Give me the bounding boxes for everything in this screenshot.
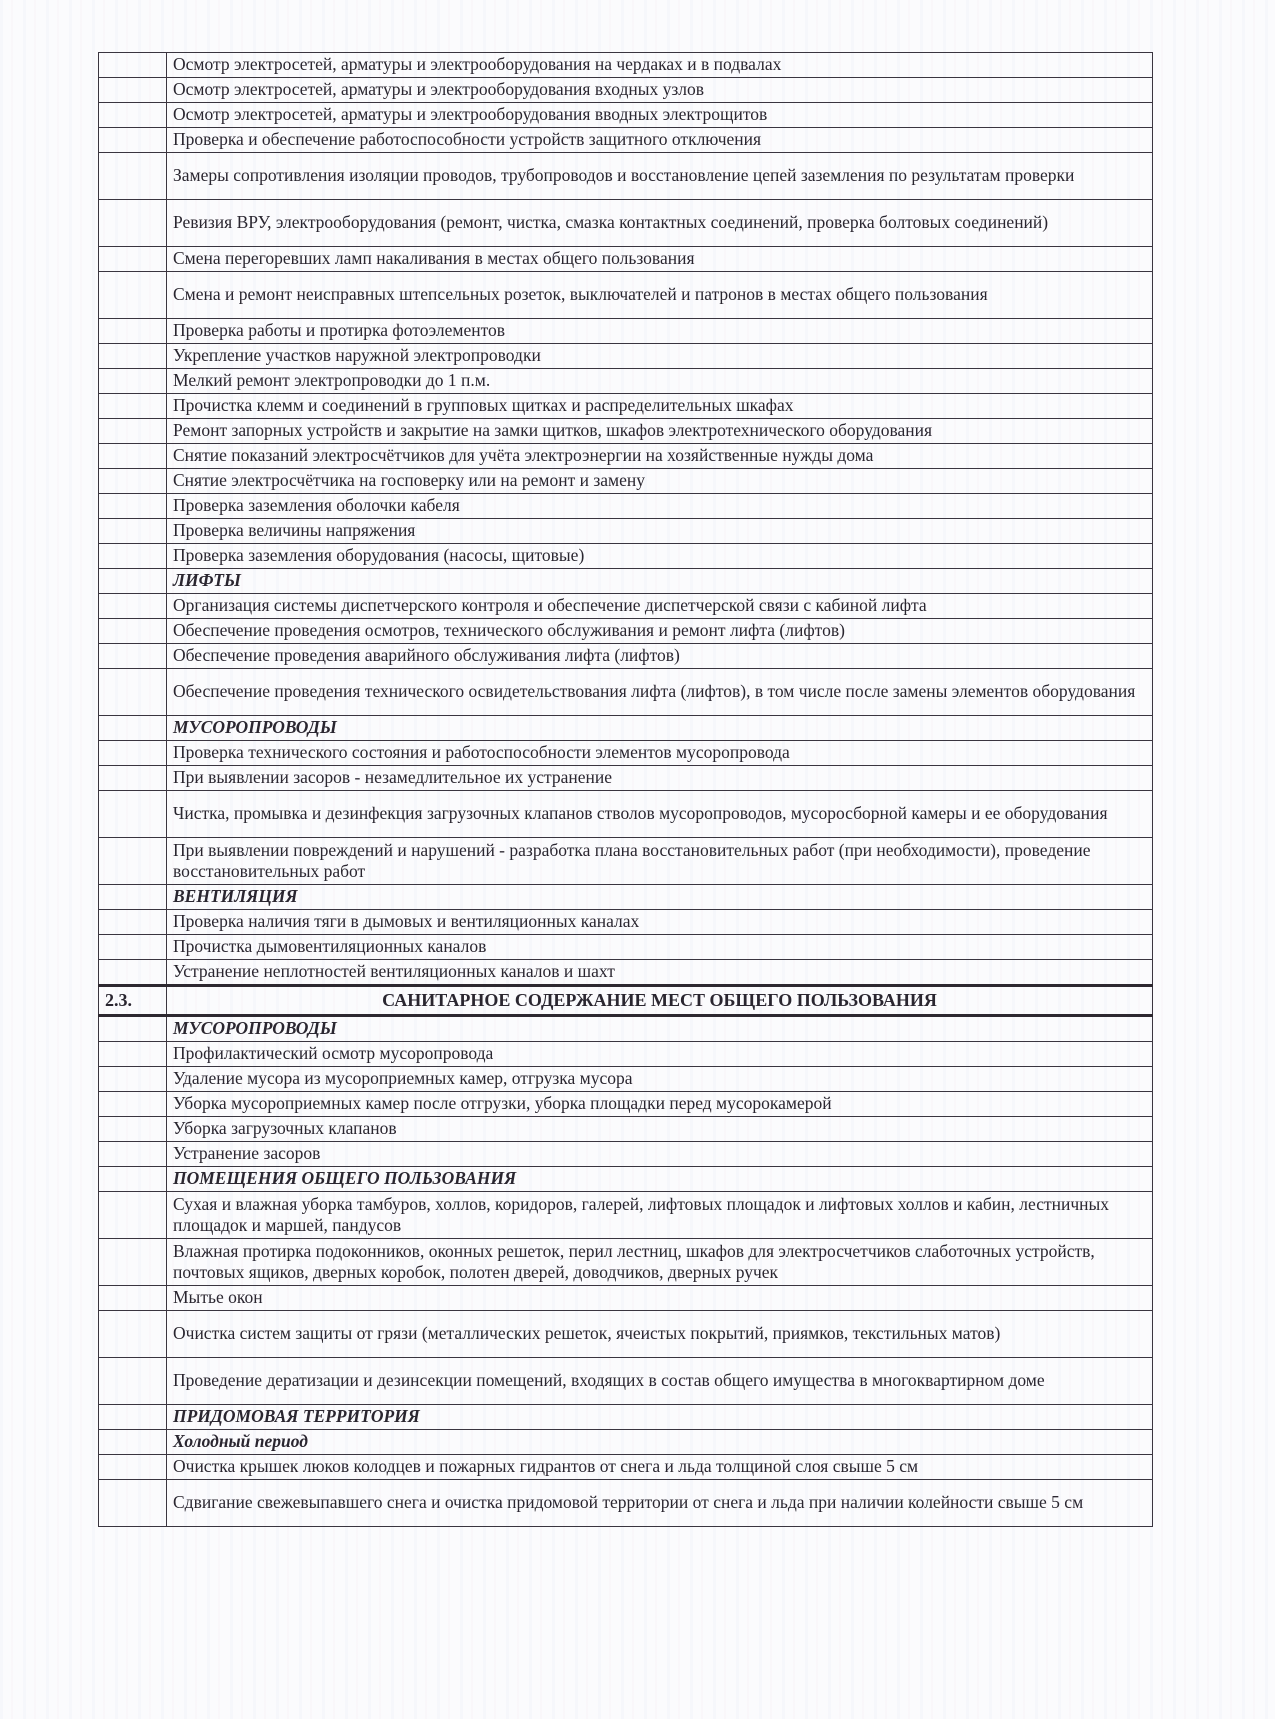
row-number-cell [99, 1405, 167, 1430]
table-row [99, 1142, 1153, 1167]
row-number-cell [99, 838, 167, 885]
work-description: Проверка заземления оболочки кабеля [167, 494, 1153, 519]
row-number-cell [99, 128, 167, 153]
section-heading-row [99, 986, 1153, 1016]
table-row [99, 519, 1153, 544]
row-number-cell [99, 885, 167, 910]
work-description: Влажная протирка подоконников, оконных решеток, перил лестниц, шкафов для электросчетчиков слаботочных устройств, почтовых ящиков, дверных коробок, полотен дверей, доводчиков, дверных ручек [167, 1239, 1153, 1286]
work-description: Проверка величины напряжения [167, 519, 1153, 544]
row-number-cell [99, 1311, 167, 1358]
row-number-cell [99, 247, 167, 272]
row-number-cell [99, 1016, 167, 1042]
row-number-cell [99, 766, 167, 791]
work-description: Мытье окон [167, 1286, 1153, 1311]
table-row [99, 1480, 1153, 1527]
work-description: Уборка загрузочных клапанов [167, 1117, 1153, 1142]
row-number-cell [99, 103, 167, 128]
row-number-cell [99, 1167, 167, 1192]
row-number-cell [99, 1358, 167, 1405]
work-description: Ремонт запорных устройств и закрытие на замки щитков, шкафов электротехнического оборудования [167, 419, 1153, 444]
row-number-cell [99, 1480, 167, 1527]
row-number-cell [99, 569, 167, 594]
row-number-cell [99, 910, 167, 935]
category-title: ЛИФТЫ [167, 569, 1153, 594]
work-description: Обеспечение проведения осмотров, технического обслуживания и ремонт лифта (лифтов) [167, 619, 1153, 644]
work-description: Прочистка клемм и соединений в групповых щитках и распределительных шкафах [167, 394, 1153, 419]
services-table-body [99, 53, 1153, 1527]
table-row [99, 319, 1153, 344]
row-number-cell [99, 594, 167, 619]
row-number-cell [99, 544, 167, 569]
work-description: Устранение засоров [167, 1142, 1153, 1167]
table-row [99, 53, 1153, 78]
table-row [99, 1239, 1153, 1286]
work-description: Профилактический осмотр мусоропровода [167, 1042, 1153, 1067]
work-description: Обеспечение проведения аварийного обслуживания лифта (лифтов) [167, 644, 1153, 669]
row-number-cell [99, 200, 167, 247]
row-number-cell [99, 960, 167, 986]
row-number-cell [99, 319, 167, 344]
work-description: Осмотр электросетей, арматуры и электрооборудования на чердаках и в подвалах [167, 53, 1153, 78]
row-number-cell [99, 369, 167, 394]
work-description: Очистка крышек люков колодцев и пожарных гидрантов от снега и льда толщиной слоя свыше 5 см [167, 1455, 1153, 1480]
work-description: Прочистка дымовентиляционных каналов [167, 935, 1153, 960]
table-row [99, 78, 1153, 103]
row-number-cell [99, 494, 167, 519]
work-description: Организация системы диспетчерского контроля и обеспечение диспетчерской связи с кабиной лифта [167, 594, 1153, 619]
table-row [99, 766, 1153, 791]
table-row [99, 1092, 1153, 1117]
table-row [99, 619, 1153, 644]
table-row [99, 935, 1153, 960]
row-number-cell [99, 619, 167, 644]
category-row [99, 569, 1153, 594]
table-row [99, 791, 1153, 838]
row-number-cell [99, 644, 167, 669]
row-number-cell [99, 53, 167, 78]
row-number-cell [99, 1117, 167, 1142]
category-row [99, 1167, 1153, 1192]
table-row [99, 1358, 1153, 1405]
row-number-cell [99, 741, 167, 766]
row-number-cell [99, 272, 167, 319]
row-number-cell [99, 1286, 167, 1311]
work-description: Проверка и обеспечение работоспособности устройств защитного отключения [167, 128, 1153, 153]
table-row [99, 669, 1153, 716]
work-description: Осмотр электросетей, арматуры и электрооборудования входных узлов [167, 78, 1153, 103]
table-row [99, 153, 1153, 200]
table-row [99, 741, 1153, 766]
work-description: Проверка технического состояния и работоспособности элементов мусоропровода [167, 741, 1153, 766]
row-number-cell [99, 1455, 167, 1480]
row-number-cell [99, 1430, 167, 1455]
work-description: Удаление мусора из мусороприемных камер, отгрузка мусора [167, 1067, 1153, 1092]
services-table [98, 52, 1153, 1527]
category-row [99, 1405, 1153, 1430]
table-row [99, 1067, 1153, 1092]
category-row [99, 716, 1153, 741]
work-description: Проверка наличия тяги в дымовых и вентиляционных каналах [167, 910, 1153, 935]
table-row [99, 1311, 1153, 1358]
table-row [99, 444, 1153, 469]
work-description: Укрепление участков наружной электропроводки [167, 344, 1153, 369]
work-description: Очистка систем защиты от грязи (металлических решеток, ячеистых покрытий, приямков, текстильных матов) [167, 1311, 1153, 1358]
row-number-cell [99, 1239, 167, 1286]
table-row [99, 960, 1153, 986]
table-row [99, 200, 1153, 247]
table-row [99, 247, 1153, 272]
row-number-cell [99, 716, 167, 741]
row-number-cell [99, 935, 167, 960]
subcategory-row [99, 1430, 1153, 1455]
work-description: Обеспечение проведения технического освидетельствования лифта (лифтов), в том числе после замены элементов оборудования [167, 669, 1153, 716]
work-description: Чистка, промывка и дезинфекция загрузочных клапанов стволов мусоропроводов, мусоросборной камеры и ее оборудования [167, 791, 1153, 838]
table-row [99, 838, 1153, 885]
row-number-cell [99, 1067, 167, 1092]
row-number-cell [99, 1042, 167, 1067]
table-row [99, 644, 1153, 669]
work-description: Смена и ремонт неисправных штепсельных розеток, выключателей и патронов в местах общего пользования [167, 272, 1153, 319]
work-description: При выявлении повреждений и нарушений - разработка плана восстановительных работ (при необходимости), проведение восстановительных работ [167, 838, 1153, 885]
table-row [99, 1042, 1153, 1067]
work-description: Ревизия ВРУ, электрооборудования (ремонт, чистка, смазка контактных соединений, проверка болтовых соединений) [167, 200, 1153, 247]
row-number-cell [99, 669, 167, 716]
table-row [99, 1455, 1153, 1480]
row-number-cell [99, 469, 167, 494]
work-description: Проверка заземления оборудования (насосы, щитовые) [167, 544, 1153, 569]
table-row [99, 344, 1153, 369]
work-description: Снятие электросчётчика на госповерку или на ремонт и замену [167, 469, 1153, 494]
category-row [99, 885, 1153, 910]
work-description: Уборка мусороприемных камер после отгрузки, уборка площадки перед мусорокамерой [167, 1092, 1153, 1117]
work-description: Устранение неплотностей вентиляционных каналов и шахт [167, 960, 1153, 986]
category-title: МУСОРОПРОВОДЫ [167, 716, 1153, 741]
category-title: ПРИДОМОВАЯ ТЕРРИТОРИЯ [167, 1405, 1153, 1430]
work-description: Снятие показаний электросчётчиков для учёта электроэнергии на хозяйственные нужды дома [167, 444, 1153, 469]
category-row [99, 1016, 1153, 1042]
row-number-cell [99, 153, 167, 200]
work-description: Мелкий ремонт электропроводки до 1 п.м. [167, 369, 1153, 394]
work-description: Замеры сопротивления изоляции проводов, трубопроводов и восстановление цепей заземления по результатам проверки [167, 153, 1153, 200]
work-description: Сдвигание свежевыпавшего снега и очистка придомовой территории от снега и льда при наличии колейности свыше 5 см [167, 1480, 1153, 1527]
category-title: ВЕНТИЛЯЦИЯ [167, 885, 1153, 910]
subcategory-title: Холодный период [167, 1430, 1153, 1455]
table-row [99, 469, 1153, 494]
table-row [99, 544, 1153, 569]
table-row [99, 103, 1153, 128]
table-row [99, 1192, 1153, 1239]
row-number-cell [99, 519, 167, 544]
table-row [99, 272, 1153, 319]
table-row [99, 594, 1153, 619]
table-row [99, 910, 1153, 935]
row-number-cell [99, 78, 167, 103]
table-row [99, 128, 1153, 153]
work-description: Проведение дератизации и дезинсекции помещений, входящих в состав общего имущества в многоквартирном доме [167, 1358, 1153, 1405]
table-row [99, 419, 1153, 444]
work-description: Осмотр электросетей, арматуры и электрооборудования вводных электрощитов [167, 103, 1153, 128]
category-title: ПОМЕЩЕНИЯ ОБЩЕГО ПОЛЬЗОВАНИЯ [167, 1167, 1153, 1192]
row-number-cell [99, 791, 167, 838]
row-number-cell [99, 394, 167, 419]
row-number-cell [99, 444, 167, 469]
work-description: Смена перегоревших ламп накаливания в местах общего пользования [167, 247, 1153, 272]
work-description: При выявлении засоров - незамедлительное их устранение [167, 766, 1153, 791]
row-number-cell [99, 419, 167, 444]
table-row [99, 1286, 1153, 1311]
section-number: 2.3. [99, 986, 167, 1016]
row-number-cell [99, 344, 167, 369]
work-description: Проверка работы и протирка фотоэлементов [167, 319, 1153, 344]
category-title: МУСОРОПРОВОДЫ [167, 1016, 1153, 1042]
table-row [99, 494, 1153, 519]
row-number-cell [99, 1142, 167, 1167]
table-row [99, 1117, 1153, 1142]
row-number-cell [99, 1092, 167, 1117]
row-number-cell [99, 1192, 167, 1239]
table-row [99, 369, 1153, 394]
table-row [99, 394, 1153, 419]
section-heading-title: САНИТАРНОЕ СОДЕРЖАНИЕ МЕСТ ОБЩЕГО ПОЛЬЗОВАНИЯ [167, 986, 1153, 1016]
work-description: Сухая и влажная уборка тамбуров, холлов, коридоров, галерей, лифтовых площадок и лифтовых холлов и кабин, лестничных площадок и маршей, пандусов [167, 1192, 1153, 1239]
